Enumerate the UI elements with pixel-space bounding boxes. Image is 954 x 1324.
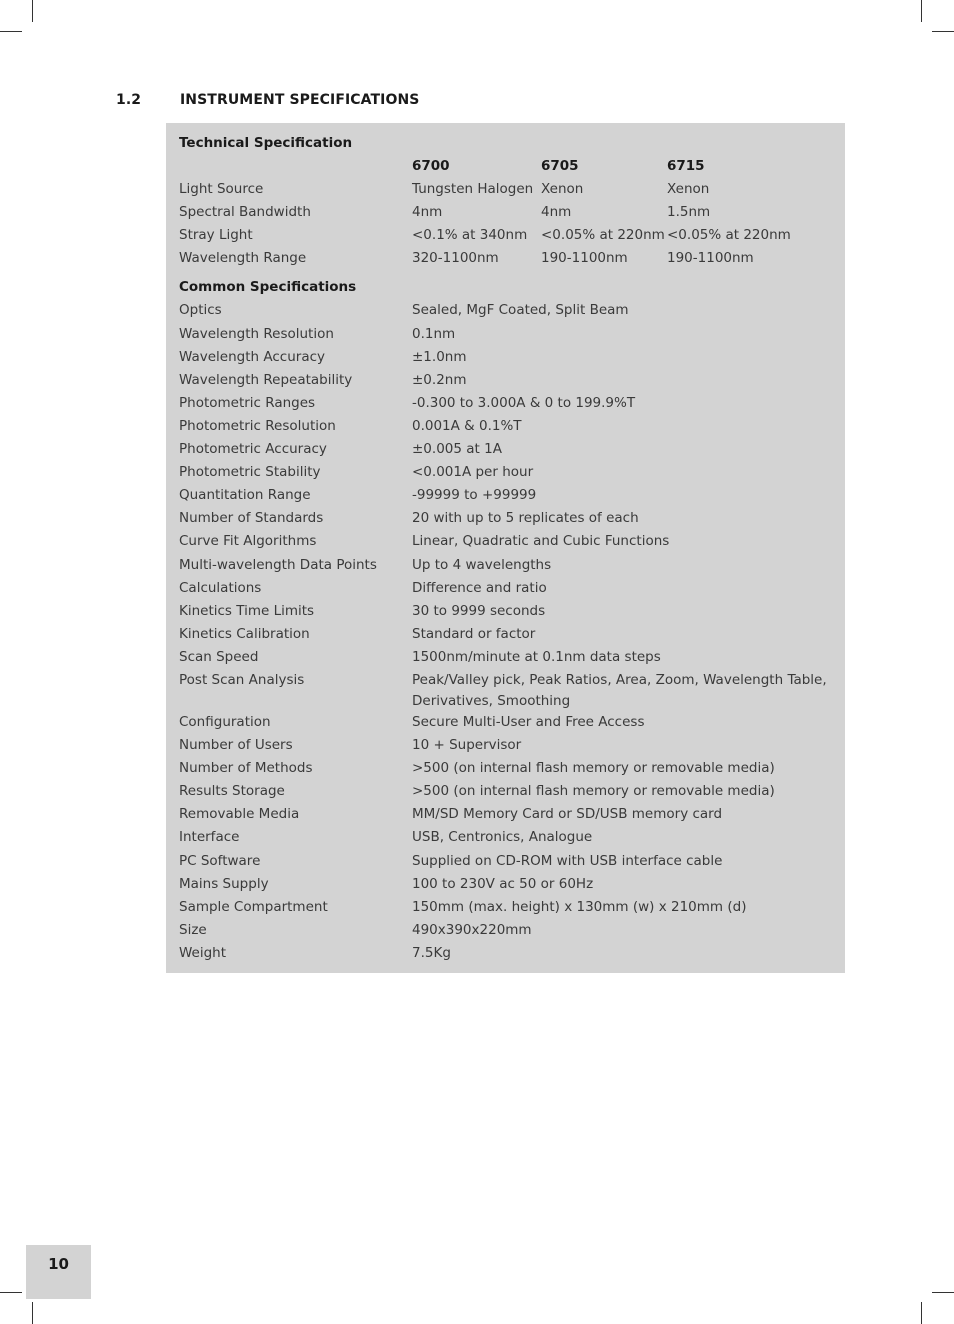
spec-row bbox=[179, 439, 835, 462]
spec-value: 0.001A & 0.1%T bbox=[412, 417, 522, 434]
spec-label: Interface bbox=[179, 829, 240, 846]
spec-row bbox=[179, 624, 835, 647]
spec-row bbox=[179, 897, 835, 920]
spec-row bbox=[179, 670, 835, 712]
common-spec-rows bbox=[179, 300, 835, 966]
spec-label: Sample Compartment bbox=[179, 898, 328, 915]
spec-row bbox=[179, 485, 835, 508]
spec-row bbox=[179, 920, 835, 943]
spec-row bbox=[179, 248, 835, 271]
spec-row bbox=[179, 225, 835, 248]
spec-row bbox=[179, 393, 835, 416]
spec-value: ±0.005 at 1A bbox=[412, 441, 502, 458]
spec-label: Wavelength Resolution bbox=[179, 325, 334, 342]
spec-row bbox=[179, 874, 835, 897]
spec-label: Photometric Resolution bbox=[179, 417, 336, 434]
crop-mark bbox=[32, 0, 33, 22]
crop-mark bbox=[0, 31, 22, 32]
spec-value: <0.001A per hour bbox=[412, 464, 534, 481]
spec-value: -0.300 to 3.000A & 0 to 199.9%T bbox=[412, 394, 636, 411]
model-header: 6705 bbox=[541, 158, 579, 174]
spec-value: 190-1100nm bbox=[667, 250, 754, 267]
spec-value: 100 to 230V ac 50 or 60Hz bbox=[412, 875, 594, 892]
spec-label: Size bbox=[179, 921, 207, 938]
section-title: INSTRUMENT SPECIFICATIONS bbox=[180, 92, 420, 108]
spec-row bbox=[179, 712, 835, 735]
spec-label: Photometric Ranges bbox=[179, 394, 316, 411]
spec-value: 320-1100nm bbox=[412, 250, 499, 267]
spec-value: 490x390x220mm bbox=[412, 921, 532, 938]
spec-row bbox=[179, 781, 835, 804]
spec-label: Kinetics Time Limits bbox=[179, 602, 315, 619]
spec-row bbox=[179, 508, 835, 531]
spec-label: Configuration bbox=[179, 713, 271, 730]
spec-value: Difference and ratio bbox=[412, 579, 547, 596]
spec-value: 4nm bbox=[541, 204, 572, 221]
spec-value: 7.5Kg bbox=[412, 944, 451, 961]
spec-label: Post Scan Analysis bbox=[179, 671, 305, 688]
spec-value: <0.1% at 340nm bbox=[412, 227, 528, 244]
spec-label: Scan Speed bbox=[179, 648, 259, 665]
spec-value: 30 to 9999 seconds bbox=[412, 602, 546, 619]
technical-spec-title: Technical Specification bbox=[179, 135, 353, 151]
spec-value: 10 + Supervisor bbox=[412, 737, 522, 754]
spec-value: >500 (on internal flash memory or removable media) bbox=[412, 760, 775, 777]
spec-value: MM/SD Memory Card or SD/USB memory card bbox=[412, 806, 723, 823]
spec-label: Photometric Accuracy bbox=[179, 441, 327, 458]
spec-row bbox=[179, 202, 835, 225]
spec-row bbox=[179, 827, 835, 850]
spec-label: Wavelength Range bbox=[179, 250, 307, 267]
spec-label: Optics bbox=[179, 302, 222, 319]
spec-value: >500 (on internal flash memory or removable media) bbox=[412, 783, 775, 800]
spec-label: Stray Light bbox=[179, 227, 253, 244]
spec-row bbox=[179, 851, 835, 874]
spec-label: Wavelength Accuracy bbox=[179, 348, 326, 365]
crop-mark bbox=[0, 1292, 22, 1293]
spec-label: Number of Methods bbox=[179, 760, 313, 777]
spec-row bbox=[179, 462, 835, 485]
spec-value: USB, Centronics, Analogue bbox=[412, 829, 593, 846]
spec-value: Standard or factor bbox=[412, 625, 536, 642]
spec-row bbox=[179, 531, 835, 554]
spec-value: 4nm bbox=[412, 204, 443, 221]
spec-value: Up to 4 wavelengths bbox=[412, 556, 552, 573]
spec-row bbox=[179, 555, 835, 578]
spec-value: <0.05% at 220nm bbox=[541, 227, 665, 244]
spec-label: Photometric Stability bbox=[179, 464, 321, 481]
spec-row bbox=[179, 647, 835, 670]
spec-value: 1.5nm bbox=[667, 204, 711, 221]
spec-value: Peak/Valley pick, Peak Ratios, Area, Zoom, Wavelength Table, Derivatives, Smoothing bbox=[412, 671, 827, 709]
spec-value: 0.1nm bbox=[412, 325, 456, 342]
section-heading bbox=[116, 92, 420, 108]
spec-value: Supplied on CD-ROM with USB interface cable bbox=[412, 852, 723, 869]
spec-label: Curve Fit Algorithms bbox=[179, 533, 317, 550]
page-number-tab bbox=[26, 1245, 91, 1299]
spec-label: Mains Supply bbox=[179, 875, 269, 892]
spec-row bbox=[179, 347, 835, 370]
spec-label: Light Source bbox=[179, 181, 264, 198]
crop-mark bbox=[32, 1302, 33, 1324]
spec-row bbox=[179, 370, 835, 393]
crop-mark bbox=[921, 1302, 922, 1324]
spec-value: Xenon bbox=[667, 181, 710, 198]
model-header: 6715 bbox=[667, 158, 705, 174]
spec-label: Calculations bbox=[179, 579, 262, 596]
spec-row bbox=[179, 578, 835, 601]
spec-value: Sealed, MgF Coated, Split Beam bbox=[412, 302, 629, 319]
spec-value: Xenon bbox=[541, 181, 584, 198]
model-header: 6700 bbox=[412, 158, 450, 174]
spec-value: <0.05% at 220nm bbox=[667, 227, 791, 244]
crop-mark bbox=[921, 0, 922, 22]
spec-row bbox=[179, 300, 835, 323]
specifications-panel bbox=[166, 123, 845, 973]
spec-label: PC Software bbox=[179, 852, 261, 869]
spec-label: Spectral Bandwidth bbox=[179, 204, 311, 221]
spec-value: 1500nm/minute at 0.1nm data steps bbox=[412, 648, 661, 665]
spec-row bbox=[179, 324, 835, 347]
spec-label: Results Storage bbox=[179, 783, 285, 800]
spec-row bbox=[179, 943, 835, 966]
spec-label: Quantitation Range bbox=[179, 487, 311, 504]
page-number: 10 bbox=[48, 1255, 69, 1273]
crop-mark bbox=[932, 1292, 954, 1293]
spec-value: Linear, Quadratic and Cubic Functions bbox=[412, 533, 670, 550]
common-spec-title: Common Specifications bbox=[179, 279, 357, 296]
spec-value: Tungsten Halogen bbox=[412, 181, 534, 198]
spec-value: Secure Multi-User and Free Access bbox=[412, 713, 645, 730]
spec-value: -99999 to +99999 bbox=[412, 487, 537, 504]
spec-value: 20 with up to 5 replicates of each bbox=[412, 510, 639, 527]
spec-row bbox=[179, 416, 835, 439]
spec-row bbox=[179, 601, 835, 624]
section-number: 1.2 bbox=[116, 92, 142, 108]
spec-row bbox=[179, 179, 835, 202]
spec-label: Number of Standards bbox=[179, 510, 324, 527]
spec-label: Multi-wavelength Data Points bbox=[179, 556, 377, 573]
crop-mark bbox=[932, 31, 954, 32]
spec-row bbox=[179, 735, 835, 758]
spec-value: ±0.2nm bbox=[412, 371, 467, 388]
technical-spec-rows bbox=[179, 179, 835, 271]
spec-label: Removable Media bbox=[179, 806, 300, 823]
spec-label: Wavelength Repeatability bbox=[179, 371, 353, 388]
spec-value: 190-1100nm bbox=[541, 250, 628, 267]
spec-value: ±1.0nm bbox=[412, 348, 467, 365]
spec-label: Weight bbox=[179, 944, 227, 961]
spec-label: Number of Users bbox=[179, 737, 293, 754]
model-header-row bbox=[179, 156, 835, 179]
spec-row bbox=[179, 804, 835, 827]
spec-row bbox=[179, 758, 835, 781]
spec-value: 150mm (max. height) x 130mm (w) x 210mm (d) bbox=[412, 898, 747, 915]
spec-label: Kinetics Calibration bbox=[179, 625, 310, 642]
